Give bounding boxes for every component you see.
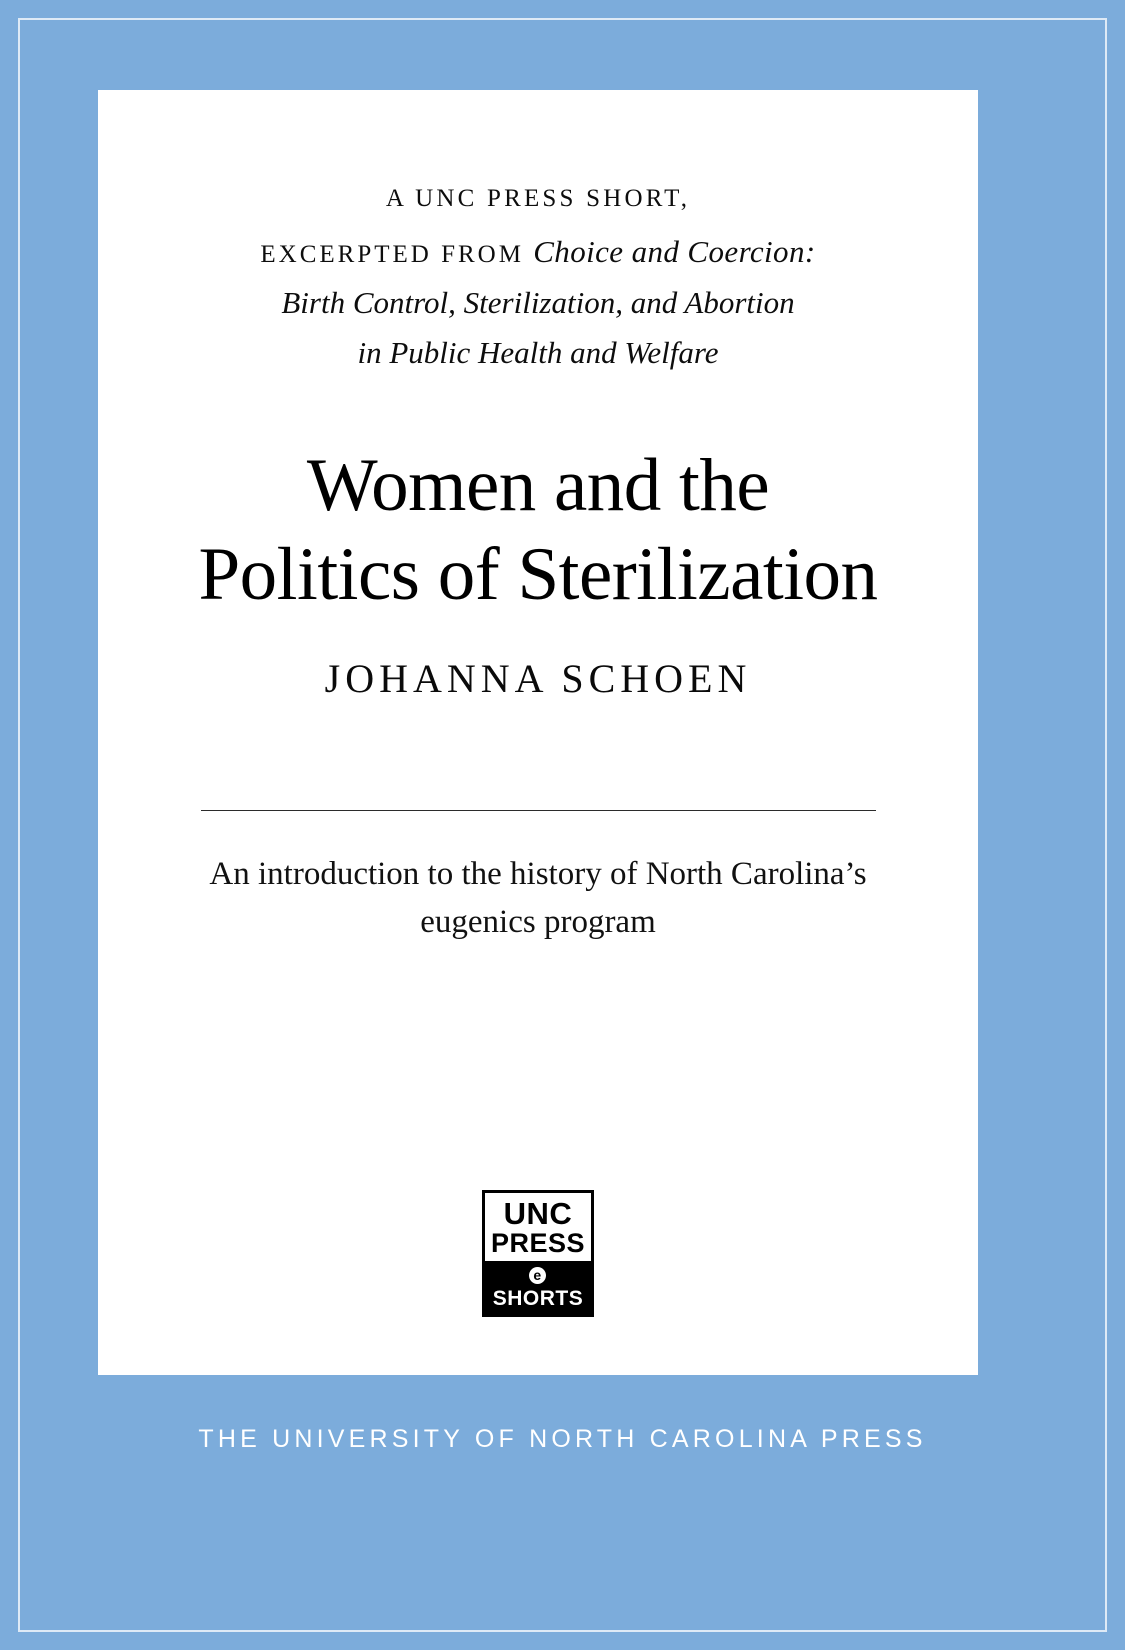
series-line-4: in Public Health and Welfare bbox=[357, 334, 719, 370]
publisher-logo-wrap bbox=[98, 1190, 978, 1317]
unc-press-eshorts-logo bbox=[482, 1190, 594, 1317]
cover-white-panel bbox=[98, 90, 978, 1375]
subtitle-line-1: An introduction to the history of North Carolina’s bbox=[209, 856, 867, 893]
series-line-1: A UNC PRESS SHORT, bbox=[385, 185, 691, 212]
publisher-name: THE UNIVERSITY OF NORTH CAROLINA PRESS bbox=[198, 1425, 927, 1453]
series-statement bbox=[98, 186, 978, 370]
series-line-2-prefix: EXCERPTED FROM bbox=[260, 241, 534, 268]
series-line-3: Birth Control, Sterilization, and Abortion bbox=[281, 285, 795, 320]
cover-subtitle bbox=[98, 851, 978, 947]
logo-badge-text: SHORTS bbox=[492, 1287, 584, 1310]
series-line-2-title: Choice and Coercion: bbox=[533, 234, 816, 269]
logo-badge-eshorts bbox=[485, 1261, 591, 1314]
page-title bbox=[98, 442, 978, 619]
horizontal-divider bbox=[201, 810, 876, 811]
title-line-2: Politics of Sterilization bbox=[198, 532, 878, 616]
title-line-1: Women and the bbox=[306, 444, 770, 528]
subtitle-line-2: eugenics program bbox=[420, 904, 656, 941]
logo-e-mark-icon: e bbox=[529, 1267, 546, 1284]
author-name: JOHANNA SCHOEN bbox=[324, 656, 752, 702]
logo-line-press: PRESS bbox=[490, 1228, 586, 1259]
series-line-2 bbox=[168, 236, 908, 267]
logo-line-unc: UNC bbox=[503, 1196, 573, 1232]
